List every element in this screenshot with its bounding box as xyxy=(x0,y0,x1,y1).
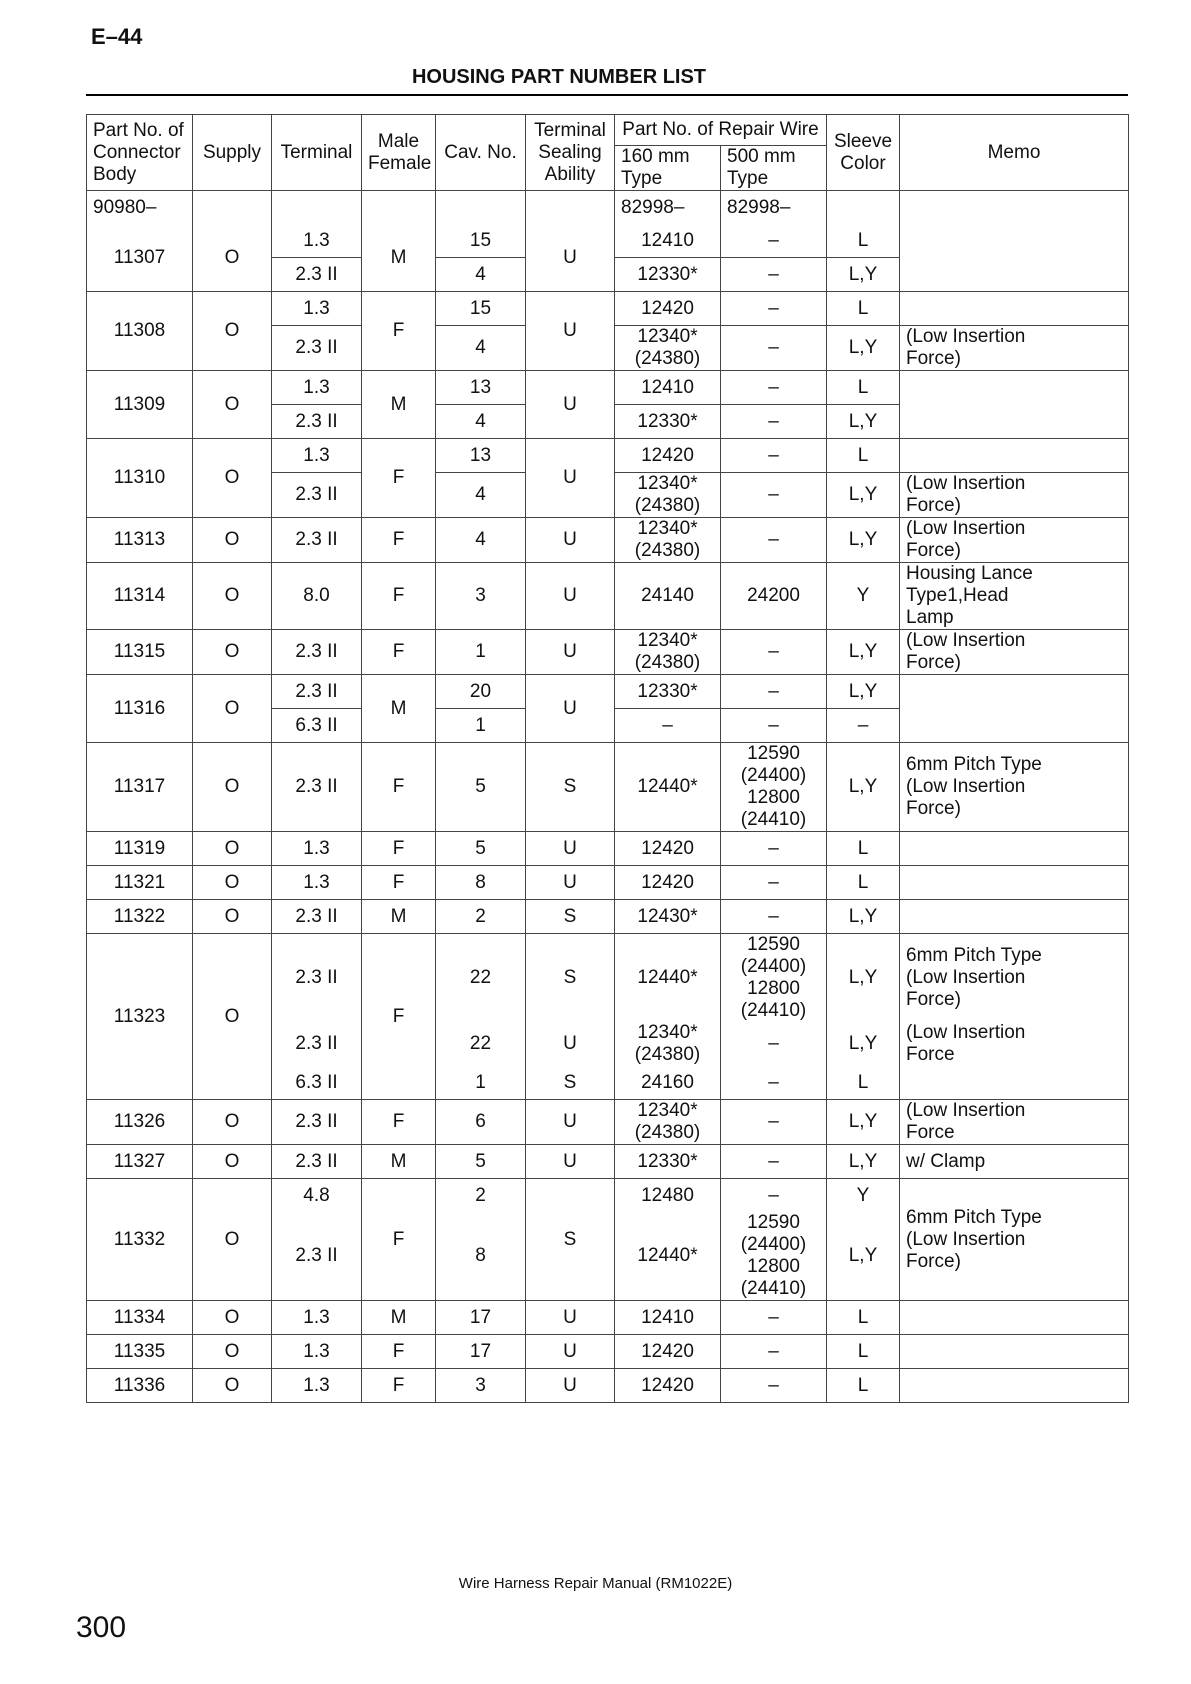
part-number: 11326 xyxy=(87,1100,193,1145)
memo-cell: w/ Clamp xyxy=(900,1145,1129,1179)
sleeve-cell: L,Y xyxy=(827,258,900,292)
part-number: 11335 xyxy=(87,1335,193,1369)
part-number: 11319 xyxy=(87,832,193,866)
sealing-cell: U xyxy=(526,518,615,563)
wire500-cell: – xyxy=(721,439,827,473)
wire500-cell: – xyxy=(721,900,827,934)
wire160-cell: 12420 xyxy=(615,439,721,473)
wire500-cell: – xyxy=(721,1369,827,1403)
wire160-cell: 12440* xyxy=(615,743,721,832)
table-row xyxy=(87,439,1129,473)
sleeve-cell: L,Y xyxy=(827,900,900,934)
terminal-cell: 1.3 xyxy=(272,866,362,900)
housing-part-table xyxy=(86,114,1129,1403)
cav-cell: 15 xyxy=(436,224,526,258)
prefix-row xyxy=(87,191,1129,225)
male-female-cell: M xyxy=(362,675,436,743)
cav-cell: 15 xyxy=(436,292,526,326)
memo-cell xyxy=(900,371,1129,439)
terminal-cell: 1.3 xyxy=(272,832,362,866)
male-female-cell: F xyxy=(362,518,436,563)
wire500-cell: – xyxy=(721,326,827,371)
male-female-cell: F xyxy=(362,439,436,518)
col-cav-no: Cav. No. xyxy=(436,115,526,191)
male-female-cell: F xyxy=(362,563,436,630)
cav-cell: 20 xyxy=(436,675,526,709)
sealing-cell: U xyxy=(526,1301,615,1335)
manual-footer: Wire Harness Repair Manual (RM1022E) xyxy=(458,1575,733,1592)
sealing-cell: U xyxy=(526,1335,615,1369)
wire500-cell: – xyxy=(721,371,827,405)
sealing-cell: U xyxy=(526,866,615,900)
wire160-cell: 12430* xyxy=(615,900,721,934)
wire160-cell: 24140 xyxy=(615,563,721,630)
wire500-cell: – xyxy=(721,675,827,709)
wire160-cell: 12420 xyxy=(615,832,721,866)
sleeve-cell: L,Y xyxy=(827,405,900,439)
supply-cell: O xyxy=(193,866,272,900)
memo-cell: 6mm Pitch Type (Low Insertion Force) xyxy=(900,934,1129,1023)
part-number: 11322 xyxy=(87,900,193,934)
sealing-cell: S xyxy=(526,934,615,1023)
memo-cell xyxy=(900,292,1129,326)
terminal-cell: 8.0 xyxy=(272,563,362,630)
wire160-cell: 12410 xyxy=(615,371,721,405)
wire160-cell: 12420 xyxy=(615,1335,721,1369)
wire500-cell: – xyxy=(721,258,827,292)
terminal-cell: 2.3 II xyxy=(272,473,362,518)
memo-cell: 6mm Pitch Type (Low Insertion Force) xyxy=(900,1179,1129,1301)
wire160-cell: 12420 xyxy=(615,866,721,900)
terminal-cell: 1.3 xyxy=(272,439,362,473)
terminal-cell: 2.3 II xyxy=(272,900,362,934)
wire500-cell: – xyxy=(721,1145,827,1179)
supply-cell: O xyxy=(193,1100,272,1145)
cav-cell: 17 xyxy=(436,1301,526,1335)
col-160mm: 160 mm Type xyxy=(615,146,721,191)
supply-cell: O xyxy=(193,563,272,630)
terminal-cell: 2.3 II xyxy=(272,630,362,675)
wire500-cell: – xyxy=(721,473,827,518)
wire160-cell: 12420 xyxy=(615,292,721,326)
wire500-cell: – xyxy=(721,1066,827,1100)
terminal-cell: 2.3 II xyxy=(272,1145,362,1179)
cav-cell: 4 xyxy=(436,326,526,371)
terminal-cell: 1.3 xyxy=(272,224,362,258)
title-rule xyxy=(86,94,1128,96)
sleeve-cell: L xyxy=(827,866,900,900)
male-female-cell: M xyxy=(362,224,436,292)
sleeve-cell: L xyxy=(827,439,900,473)
sleeve-cell: L,Y xyxy=(827,630,900,675)
terminal-cell: 2.3 II xyxy=(272,405,362,439)
sleeve-cell: L,Y xyxy=(827,1100,900,1145)
memo-cell xyxy=(900,832,1129,866)
col-supply: Supply xyxy=(193,115,272,191)
sealing-cell: U xyxy=(526,1369,615,1403)
sealing-cell: U xyxy=(526,1145,615,1179)
terminal-cell: 1.3 xyxy=(272,292,362,326)
wire160-cell: 12410 xyxy=(615,224,721,258)
table-row xyxy=(87,832,1129,866)
col-male-female: Male Female xyxy=(362,115,436,191)
supply-cell: O xyxy=(193,518,272,563)
cav-cell: 22 xyxy=(436,934,526,1023)
male-female-cell: M xyxy=(362,1145,436,1179)
terminal-cell: 1.3 xyxy=(272,371,362,405)
sealing-cell: S xyxy=(526,1066,615,1100)
table-row xyxy=(87,1100,1129,1145)
male-female-cell: F xyxy=(362,292,436,371)
terminal-cell: 2.3 II xyxy=(272,258,362,292)
terminal-cell: 2.3 II xyxy=(272,1022,362,1066)
col-repair-wire: Part No. of Repair Wire xyxy=(615,115,827,146)
wire500-cell: – xyxy=(721,1100,827,1145)
cav-cell: 4 xyxy=(436,258,526,292)
cav-cell: 4 xyxy=(436,473,526,518)
wire500-cell: 12590 (24400) 12800 (24410) xyxy=(721,934,827,1023)
wire160-cell: 12410 xyxy=(615,1301,721,1335)
supply-cell: O xyxy=(193,1179,272,1301)
supply-cell: O xyxy=(193,439,272,518)
col-sealing: Terminal Sealing Ability xyxy=(526,115,615,191)
cav-cell: 2 xyxy=(436,900,526,934)
male-female-cell: F xyxy=(362,1179,436,1301)
sealing-cell: U xyxy=(526,832,615,866)
table-row xyxy=(87,292,1129,326)
male-female-cell: M xyxy=(362,371,436,439)
sleeve-cell: L,Y xyxy=(827,934,900,1023)
sealing-cell: S xyxy=(526,900,615,934)
wire160-cell: 12330* xyxy=(615,258,721,292)
cav-cell: 5 xyxy=(436,743,526,832)
part-number: 11321 xyxy=(87,866,193,900)
wire500-cell: – xyxy=(721,405,827,439)
cav-cell: 8 xyxy=(436,1212,526,1301)
supply-cell: O xyxy=(193,1145,272,1179)
sleeve-cell: – xyxy=(827,709,900,743)
male-female-cell: M xyxy=(362,900,436,934)
table-row xyxy=(87,900,1129,934)
wire160-cell: 12420 xyxy=(615,1369,721,1403)
terminal-cell: 1.3 xyxy=(272,1301,362,1335)
memo-cell xyxy=(900,1066,1129,1100)
part-number: 11313 xyxy=(87,518,193,563)
wire500-cell: – xyxy=(721,630,827,675)
cav-cell: 1 xyxy=(436,1066,526,1100)
memo-cell: (Low Insertion Force) xyxy=(900,630,1129,675)
wire160-cell: 24160 xyxy=(615,1066,721,1100)
cav-cell: 3 xyxy=(436,1369,526,1403)
wire500-cell: – xyxy=(721,1301,827,1335)
sleeve-cell: L,Y xyxy=(827,326,900,371)
sealing-cell: U xyxy=(526,292,615,371)
table-row xyxy=(87,371,1129,405)
supply-cell: O xyxy=(193,743,272,832)
sleeve-cell: L xyxy=(827,1369,900,1403)
sealing-cell: U xyxy=(526,675,615,743)
memo-cell xyxy=(900,1301,1129,1335)
supply-cell: O xyxy=(193,1369,272,1403)
wire160-cell: 12340* (24380) xyxy=(615,1022,721,1066)
supply-cell: O xyxy=(193,630,272,675)
memo-cell xyxy=(900,439,1129,473)
memo-cell: 6mm Pitch Type (Low Insertion Force) xyxy=(900,743,1129,832)
cav-cell: 1 xyxy=(436,709,526,743)
col-terminal: Terminal xyxy=(272,115,362,191)
table-row xyxy=(87,1369,1129,1403)
supply-cell: O xyxy=(193,900,272,934)
wire500-cell: – xyxy=(721,1335,827,1369)
table-row xyxy=(87,224,1129,258)
male-female-cell: M xyxy=(362,1301,436,1335)
memo-cell: (Low Insertion Force) xyxy=(900,473,1129,518)
part-number: 11336 xyxy=(87,1369,193,1403)
wire160-cell: 12340* (24380) xyxy=(615,473,721,518)
memo-cell: Housing Lance Type1,Head Lamp xyxy=(900,563,1129,630)
part-number: 11332 xyxy=(87,1179,193,1301)
wire160-cell: 12340* (24380) xyxy=(615,518,721,563)
supply-cell: O xyxy=(193,832,272,866)
part-number: 11310 xyxy=(87,439,193,518)
sleeve-cell: L xyxy=(827,1301,900,1335)
page-number: 300 xyxy=(76,1611,127,1644)
terminal-cell: 2.3 II xyxy=(272,934,362,1023)
cav-cell: 4 xyxy=(436,405,526,439)
male-female-cell: F xyxy=(362,743,436,832)
sleeve-cell: Y xyxy=(827,1179,900,1213)
memo-cell: (Low Insertion Force) xyxy=(900,518,1129,563)
table-row xyxy=(87,630,1129,675)
cav-cell: 3 xyxy=(436,563,526,630)
memo-cell xyxy=(900,224,1129,292)
sleeve-cell: L xyxy=(827,832,900,866)
table-row xyxy=(87,518,1129,563)
sealing-cell: S xyxy=(526,1179,615,1301)
cav-cell: 1 xyxy=(436,630,526,675)
wire500-cell: – xyxy=(721,518,827,563)
part-number: 11327 xyxy=(87,1145,193,1179)
table-row xyxy=(87,1301,1129,1335)
wire500-cell: 12590 (24400) 12800 (24410) xyxy=(721,743,827,832)
col-memo: Memo xyxy=(900,115,1129,191)
sleeve-cell: L,Y xyxy=(827,675,900,709)
memo-cell xyxy=(900,900,1129,934)
male-female-cell: F xyxy=(362,1335,436,1369)
terminal-cell: 1.3 xyxy=(272,1369,362,1403)
terminal-cell: 2.3 II xyxy=(272,675,362,709)
cav-cell: 8 xyxy=(436,866,526,900)
part-number: 11314 xyxy=(87,563,193,630)
table-row xyxy=(87,1145,1129,1179)
cav-cell: 5 xyxy=(436,1145,526,1179)
wire160-cell: 12330* xyxy=(615,405,721,439)
body-prefix: 90980– xyxy=(87,191,193,225)
sleeve-cell: L,Y xyxy=(827,473,900,518)
wire160-cell: 12480 xyxy=(615,1179,721,1213)
sealing-cell: U xyxy=(526,1100,615,1145)
male-female-cell: F xyxy=(362,1369,436,1403)
cav-cell: 17 xyxy=(436,1335,526,1369)
terminal-cell: 2.3 II xyxy=(272,518,362,563)
terminal-cell: 6.3 II xyxy=(272,709,362,743)
wire500-cell: – xyxy=(721,292,827,326)
wire160-cell: 12340* (24380) xyxy=(615,1100,721,1145)
table-row xyxy=(87,1179,1129,1213)
sealing-cell: U xyxy=(526,630,615,675)
sealing-cell: U xyxy=(526,439,615,518)
wire160-cell: 12340* (24380) xyxy=(615,630,721,675)
wire500-cell: – xyxy=(721,1179,827,1213)
sleeve-cell: L,Y xyxy=(827,1145,900,1179)
supply-cell: O xyxy=(193,1301,272,1335)
wire500-cell: – xyxy=(721,224,827,258)
part-number: 11315 xyxy=(87,630,193,675)
male-female-cell: F xyxy=(362,1100,436,1145)
col-part-no: Part No. of Connector Body xyxy=(87,115,193,191)
memo-cell xyxy=(900,675,1129,743)
sleeve-cell: Y xyxy=(827,563,900,630)
table-header xyxy=(87,115,1129,191)
wire500-cell: – xyxy=(721,832,827,866)
section-code: E–44 xyxy=(91,24,143,49)
sleeve-cell: L,Y xyxy=(827,518,900,563)
terminal-cell: 2.3 II xyxy=(272,1212,362,1301)
sealing-cell: S xyxy=(526,743,615,832)
part-number: 11334 xyxy=(87,1301,193,1335)
table-row xyxy=(87,563,1129,630)
table-row xyxy=(87,1335,1129,1369)
table-row xyxy=(87,866,1129,900)
sealing-cell: U xyxy=(526,371,615,439)
table-row xyxy=(87,934,1129,1023)
wire160-cell: 12440* xyxy=(615,1212,721,1301)
terminal-cell: 6.3 II xyxy=(272,1066,362,1100)
sleeve-cell: L xyxy=(827,1066,900,1100)
wire500-cell: 12590 (24400) 12800 (24410) xyxy=(721,1212,827,1301)
wire500-cell: – xyxy=(721,709,827,743)
wire500-cell: 24200 xyxy=(721,563,827,630)
memo-cell: (Low Insertion Force xyxy=(900,1022,1129,1066)
wire500-prefix: 82998– xyxy=(721,191,827,225)
memo-cell xyxy=(900,866,1129,900)
part-number: 11316 xyxy=(87,675,193,743)
wire500-cell: – xyxy=(721,1022,827,1066)
terminal-cell: 2.3 II xyxy=(272,326,362,371)
sleeve-cell: L,Y xyxy=(827,1212,900,1301)
part-number: 11317 xyxy=(87,743,193,832)
sleeve-cell: L xyxy=(827,1335,900,1369)
col-sleeve: Sleeve Color xyxy=(827,115,900,191)
wire160-cell: 12340* (24380) xyxy=(615,326,721,371)
col-500mm: 500 mm Type xyxy=(721,146,827,191)
supply-cell: O xyxy=(193,224,272,292)
terminal-cell: 1.3 xyxy=(272,1335,362,1369)
sealing-cell: U xyxy=(526,1022,615,1066)
male-female-cell: F xyxy=(362,934,436,1100)
male-female-cell: F xyxy=(362,832,436,866)
terminal-cell: 2.3 II xyxy=(272,743,362,832)
cav-cell: 22 xyxy=(436,1022,526,1066)
wire160-prefix: 82998– xyxy=(615,191,721,225)
wire160-cell: 12440* xyxy=(615,934,721,1023)
sleeve-cell: L xyxy=(827,292,900,326)
part-number: 11307 xyxy=(87,224,193,292)
sleeve-cell: L,Y xyxy=(827,1022,900,1066)
wire160-cell: 12330* xyxy=(615,675,721,709)
part-number: 11309 xyxy=(87,371,193,439)
supply-cell: O xyxy=(193,292,272,371)
supply-cell: O xyxy=(193,675,272,743)
sealing-cell: U xyxy=(526,563,615,630)
supply-cell: O xyxy=(193,371,272,439)
wire160-cell: – xyxy=(615,709,721,743)
part-number: 11308 xyxy=(87,292,193,371)
memo-cell: (Low Insertion Force xyxy=(900,1100,1129,1145)
page-title: HOUSING PART NUMBER LIST xyxy=(411,66,707,88)
cav-cell: 5 xyxy=(436,832,526,866)
supply-cell: O xyxy=(193,1335,272,1369)
cav-cell: 13 xyxy=(436,371,526,405)
wire160-cell: 12330* xyxy=(615,1145,721,1179)
part-number: 11323 xyxy=(87,934,193,1100)
cav-cell: 6 xyxy=(436,1100,526,1145)
male-female-cell: F xyxy=(362,866,436,900)
cav-cell: 2 xyxy=(436,1179,526,1213)
table-row xyxy=(87,675,1129,709)
wire500-cell: – xyxy=(721,866,827,900)
memo-cell xyxy=(900,1369,1129,1403)
male-female-cell: F xyxy=(362,630,436,675)
terminal-cell: 4.8 xyxy=(272,1179,362,1213)
sleeve-cell: L xyxy=(827,371,900,405)
sleeve-cell: L,Y xyxy=(827,743,900,832)
supply-cell: O xyxy=(193,934,272,1100)
cav-cell: 4 xyxy=(436,518,526,563)
sealing-cell: U xyxy=(526,224,615,292)
cav-cell: 13 xyxy=(436,439,526,473)
table-row xyxy=(87,743,1129,832)
memo-cell xyxy=(900,1335,1129,1369)
terminal-cell: 2.3 II xyxy=(272,1100,362,1145)
sleeve-cell: L xyxy=(827,224,900,258)
memo-cell: (Low Insertion Force) xyxy=(900,326,1129,371)
